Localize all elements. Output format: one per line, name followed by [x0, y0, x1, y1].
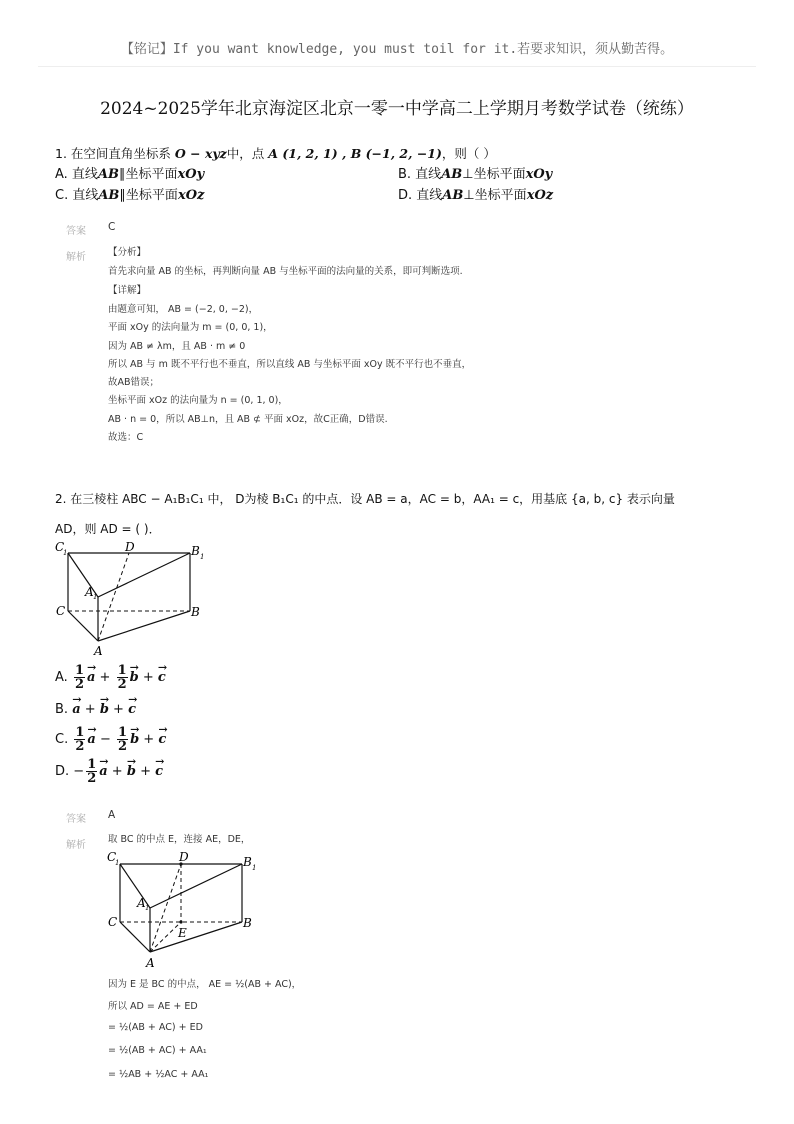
q2-solution-line: 取 BC 的中点 E，连接 AE，DE， — [108, 834, 251, 845]
label-c: C — [108, 915, 118, 929]
label-a: A — [146, 956, 155, 970]
page-title: 2024~2025学年北京海淀区北京一零一中学高二上学期月考数学试卷（统练） — [100, 99, 694, 119]
q2-solution-figure — [104, 848, 264, 972]
label-d: D — [179, 850, 189, 864]
q2-solution-line: 所以 AD = AE + ED — [108, 1001, 198, 1012]
label-c1: C — [55, 540, 65, 554]
label-a1-sub: 1 — [93, 593, 98, 601]
q1-solution-line: 坐标平面 xOz 的法向量为 n = (0, 1, 0)， — [108, 395, 288, 406]
q2-option-d[interactable]: D. − $\frac{1}{2}$ → a + → b + → c — [55, 758, 163, 785]
q2-stem-line1: 2. 在三棱柱 ABC − A₁B₁C₁ 中， D为棱 B₁C₁ 的中点．设 AB = a，AC = b，AA₁ = c，用基底 {a, b, c} 表示向量 — [55, 492, 675, 506]
q1-solution-line: 【详解】 — [108, 285, 147, 296]
label-a1: A — [85, 585, 94, 599]
label-c1-sub: 1 — [115, 859, 120, 867]
label-b1: B — [191, 544, 200, 558]
label-c: C — [56, 604, 66, 618]
q2-analysis-label: 解析 — [66, 840, 86, 851]
q1-solution-line: 因为 AB ≠ λm，且 AB · m ≠ 0 — [108, 341, 246, 352]
q1-solution-line: AB · n = 0，所以 AB⊥n，且 AB ⊄ 平面 xOz，故C正确，D错误. — [108, 414, 388, 425]
label-e: E — [178, 926, 187, 940]
label-b1-sub: 1 — [252, 864, 257, 872]
q2-solution-line: = ½(AB + AC) + AA₁ — [108, 1045, 207, 1056]
header-divider — [38, 66, 756, 67]
q1-answer-label: 答案 — [66, 226, 86, 237]
q2-prism-figure — [52, 540, 212, 660]
q1-stem: 1. 在空间直角坐标系 O − xyz中，点 A (1, 2, 1) , B (−1, 2, −1)，则（ ） — [55, 146, 496, 161]
q2-option-c[interactable]: C. $\frac{1}{2}$ → a − $\frac{1}{2}$ → b + → c — [55, 726, 166, 753]
q1-option-b[interactable]: B. 直线AB⊥坐标平面xOy — [398, 167, 553, 182]
q1-solution-line: 首先求向量 AB 的坐标，再判断向量 AB 与坐标平面的法向量的关系，即可判断选项. — [108, 266, 463, 277]
q1-option-a[interactable]: A. 直线AB∥坐标平面xOy — [55, 167, 205, 182]
q1-option-d[interactable]: D. 直线AB⊥坐标平面xOz — [398, 188, 554, 203]
q1-option-c[interactable]: C. 直线AB∥坐标平面xOz — [55, 188, 205, 203]
label-c1: C — [107, 850, 117, 864]
label-a1-sub: 1 — [145, 904, 150, 912]
q2-solution-line: 因为 E 是 BC 的中点， AE = ½(AB + AC)， — [108, 979, 302, 990]
label-b: B — [191, 605, 200, 619]
q1-solution-line: 由题意可知， AB = (−2, 0, −2)， — [108, 304, 259, 315]
q1-solution-line: 平面 xOy 的法向量为 m = (0, 0, 1)， — [108, 322, 273, 333]
q2-solution-line: = ½(AB + AC) + ED — [108, 1022, 203, 1033]
q1-solution-line: 故AB错误； — [108, 377, 160, 388]
q2-option-a[interactable]: A. $\frac{1}{2}$ → a + $\frac{1}{2}$ → b + → c — [55, 664, 166, 691]
q1-solution-line: 故选：C — [108, 432, 144, 443]
q2-solution-line: = ½AB + ½AC + AA₁ — [108, 1069, 209, 1080]
q2-answer-value: A — [108, 809, 116, 821]
q2-answer-label: 答案 — [66, 814, 86, 825]
header-motto: 【铭记】If you want knowledge, you must toil for it.若要求知识，须从勤苦得。 — [120, 42, 674, 57]
label-c1-sub: 1 — [63, 549, 68, 557]
q1-analysis-label: 解析 — [66, 252, 86, 263]
label-b1: B — [243, 855, 252, 869]
q2-option-b[interactable]: B. → a + → b + → c — [55, 702, 136, 717]
label-b1-sub: 1 — [200, 553, 205, 561]
label-b: B — [243, 916, 252, 930]
q1-answer-value: C — [108, 221, 116, 233]
label-a1: A — [137, 896, 146, 910]
label-a: A — [94, 644, 103, 658]
q1-solution-line: 【分析】 — [108, 247, 147, 258]
q2-stem-line2: AD，则 AD = ( )． — [55, 522, 161, 536]
label-d: D — [125, 540, 135, 554]
q1-solution-line: 所以 AB 与 m 既不平行也不垂直，所以直线 AB 与坐标平面 xOy 既不平行也不垂直， — [108, 359, 472, 370]
